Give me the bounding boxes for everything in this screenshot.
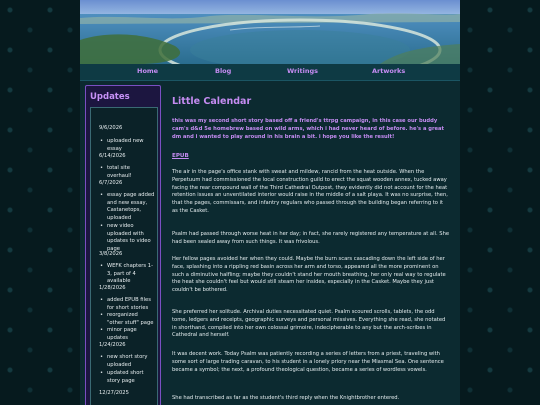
nav-writings-link[interactable]: Writings xyxy=(287,67,318,75)
story-paragraph: Her fellow pages avoided her when they could. Maybe the burn scars cascading down the left side of her face, splashing into a rippling red basin across her arm and torso, appeared all the more prominent on such a diminutive halfling; maybe they couldn't stand her mouth breathing, her only real way to regulate the heat she couldn't feel but would still steam her insides, especially in the Casket. Maybe they just couldn't be bothered. xyxy=(172,256,446,294)
update-item: • added EPUB files for short stories xyxy=(99,297,155,312)
story-paragraph: She had transcribed as far as the student's third reply when the Knightbrother entered. xyxy=(172,395,400,401)
story-paragraph: Psalm had passed through worse heat in her day; in fact, she rarely registered any temperature at all. She had been sealed away from such things. It was frivolous. xyxy=(172,231,450,245)
update-date: 3/8/2026 xyxy=(99,251,123,257)
story-intro: this was my second short story based off a friend's ttrpg campaign, in this case our buddy cam's d&d 5e homebrew based on wild arms, which i had never heard of before. he's a great dm and i wanted to play around in his brain a bit. i hope you like the result! xyxy=(172,118,445,140)
top-navigation xyxy=(80,64,460,81)
update-item: • uploaded new essay xyxy=(99,138,155,153)
header-banner xyxy=(80,0,460,64)
updates-sidebar xyxy=(85,85,161,405)
update-item: • essay page added and new essay, Castanetops, uploaded xyxy=(99,192,155,222)
update-item: • new short story uploaded xyxy=(99,354,155,369)
nav-artworks-link[interactable]: Artworks xyxy=(372,67,406,75)
page-container xyxy=(80,0,460,405)
update-item: • reorganized "other stuff" page xyxy=(99,312,155,327)
nav-home-link[interactable]: Home xyxy=(137,67,159,75)
update-item: • total site overhaul! xyxy=(99,165,155,180)
update-date: 9/6/2026 xyxy=(99,125,123,131)
story-paragraph: The air in the page's office stank with sweat and mildew, rancid from the heat outside. When the Perpetuum had commissioned the local construction guild to erect the squat wooden annex, tucked away facing the rear compound wall of the Third Cathedral Outpost, they evidently did not account for the heat retention issues an unventilated interior would raise in the middle of a salt playa. It was no surprise, then, that the pages, commissars, and infantry regulars who passed through the building began referring to it as the Casket. xyxy=(172,169,448,214)
update-date: 12/27/2025 xyxy=(99,390,129,396)
story-paragraph: She preferred her solitude. Archival duties necessitated quiet. Psalm scoured scrolls, tablets, the odd tome, ledgers and receipts, geographic surveys and personal missives. Everything she read, she notated in shorthand, compiled into her own colossal grimoire, indecipherable to any but the arch-scribes in Cathedral and herself. xyxy=(172,309,446,339)
aerial-landscape-image xyxy=(80,0,460,64)
page-title: Little Calendar xyxy=(172,96,252,107)
update-date: 6/14/2026 xyxy=(99,153,126,159)
nav-blog-link[interactable]: Blog xyxy=(215,67,232,75)
update-date: 1/28/2026 xyxy=(99,285,126,291)
update-date: 6/7/2026 xyxy=(99,180,123,186)
update-date: 1/24/2026 xyxy=(99,342,126,348)
update-item: • minor page updates xyxy=(99,327,155,342)
story-paragraph: It was decent work. Today Psalm was patiently recording a series of letters from a priest, traveling with some sort of large trading caravan, to his student in a lonely priory near the Miasmal Sea. One sentence became a symbol; the next, a profound theological question, became a series of wordless vowels. xyxy=(172,351,444,373)
epub-download-link[interactable]: EPUB xyxy=(172,153,189,159)
updates-scroll-box[interactable] xyxy=(90,107,158,405)
update-item: • new video uploaded with updates to video page xyxy=(99,223,155,253)
update-item: • updated short story page xyxy=(99,370,155,385)
updates-heading: Updates xyxy=(90,92,130,102)
update-item: • WEFK chapters 1-3, part of 4 available xyxy=(99,263,155,286)
